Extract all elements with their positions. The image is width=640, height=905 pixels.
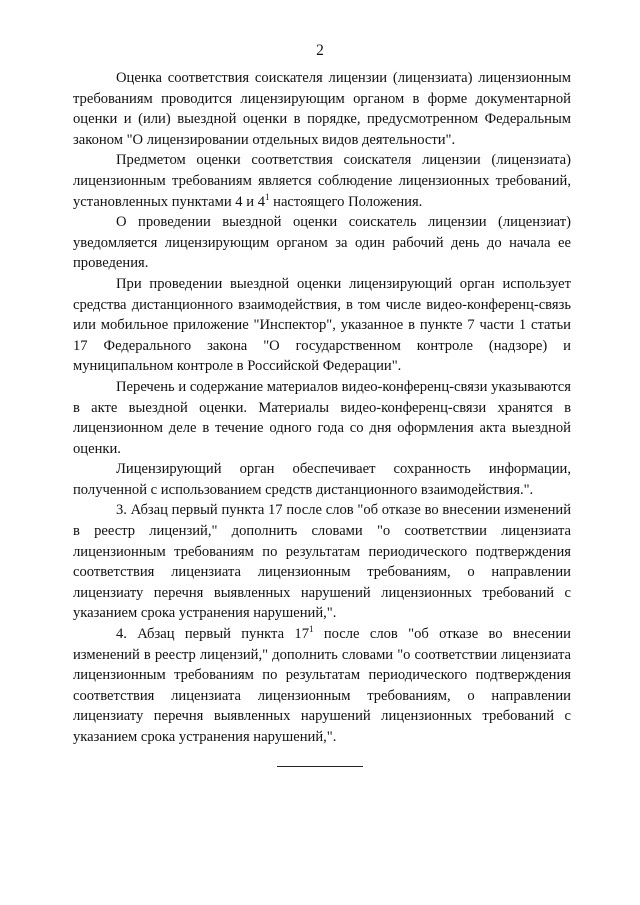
- paragraph-1: [73, 68, 571, 150]
- paragraph-text: О проведении выездной оценки соискатель лицензии (лицензиат) уведомляется лицензирующим органом за один рабочий день до начала ее проведения.: [73, 214, 571, 272]
- paragraph-7: [73, 500, 571, 624]
- paragraph-6: [73, 459, 571, 500]
- superscript-index: 1: [265, 191, 270, 202]
- document-body: [73, 68, 571, 748]
- end-of-text-rule: [277, 766, 363, 767]
- superscript-index: 1: [309, 624, 314, 635]
- paragraph-text: Перечень и содержание материалов видео-конференц-связи указываются в акте выездной оценки. Материалы видео-конференц-связи хранятся в лицензионном деле в течение одного года со дня оформления акта выездной оценки.: [73, 378, 571, 457]
- paragraph-text: Лицензирующий орган обеспечивает сохранность информации, полученной с использованием средств дистанционного взаимодействия.".: [73, 461, 571, 498]
- paragraph-4: [73, 274, 571, 377]
- paragraph-text: 4. Абзац первый пункта 17: [116, 626, 310, 643]
- paragraph-3: [73, 212, 571, 274]
- paragraph-text: Предметом оценки соответствия соискателя лицензии (лицензиата) лицензионным требованиям является соблюдение лицензионных требований, установленных пунктами 4 и 4: [73, 152, 571, 210]
- paragraph-2: [73, 150, 571, 212]
- paragraph-5: [73, 377, 571, 459]
- paragraph-text: после слов "об отказе во внесении изменений в реестр лицензий," дополнить словами "о соответствии лицензиата лицензионным требованиям по результатам периодического подтверждения соответствия лицензиата лицензионным требованиям, о направлении лицензиату перечня выявленных нарушений лицензионных требований с указанием срока устранения нарушений,".: [73, 626, 571, 745]
- paragraph-text: Оценка соответствия соискателя лицензии (лицензиата) лицензионным требованиям проводится лицензирующим органом в форме документарной оценки и (или) выездной оценки в порядке, предусмотренном Федеральным законом "О лицензировании отдельных видов деятельности".: [73, 70, 571, 148]
- page-number: 2: [316, 42, 324, 59]
- paragraph-8: [73, 624, 571, 748]
- paragraph-text: настоящего Положения.: [269, 193, 423, 210]
- paragraph-text: При проведении выездной оценки лицензирующий орган использует средства дистанционного взаимодействия, в том числе видео-конференц-связь или мобильное приложение "Инспектор", указанное в пункте 7 части 1 статьи 17 Федерального закона "О государственном контроле (надзоре) и муниципальном контроле в Российской Федерации".: [73, 275, 571, 375]
- paragraph-text: 3. Абзац первый пункта 17 после слов "об отказе во внесении изменений в реестр лицензий," дополнить словами "о соответствии лицензиата лицензионным требованиям по результатам периодического подтверждения соответствия лицензиата лицензионным требованиям, о направлении лицензиату перечня выявленных нарушений лицензионных требований с указанием срока устранения нарушений,".: [73, 502, 571, 622]
